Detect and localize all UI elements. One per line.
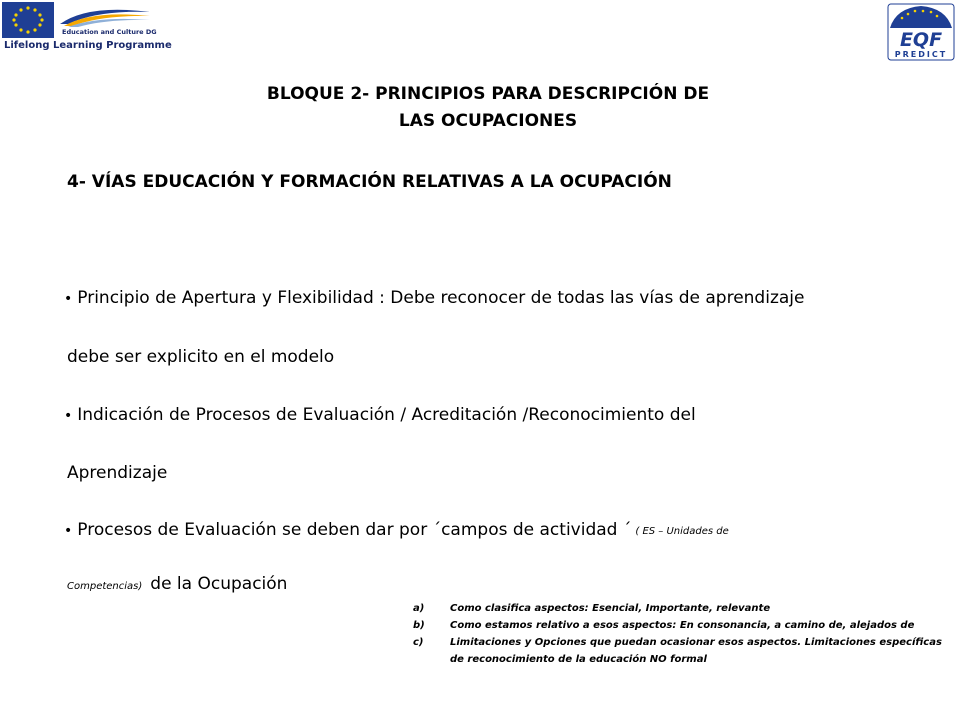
bullet-text: de la Ocupación <box>150 574 288 594</box>
list-marker: b) <box>413 620 425 631</box>
bullet-note: Competencias) <box>67 581 143 592</box>
lettered-list <box>413 600 953 668</box>
bullet-continuation: debe ser explicito en el modelo <box>67 347 335 367</box>
bullet-paragraph <box>64 288 804 308</box>
bullet-icon: • <box>64 291 73 307</box>
bullet-note: ( ES – Unidades de <box>635 526 729 537</box>
eqf-logo-subtext: PREDICT <box>894 50 948 59</box>
list-item <box>413 600 953 617</box>
bullet-text: Procesos de Evaluación se deben dar por ´campos de actividad ´ <box>77 520 632 540</box>
programme-name: Lifelong Learning Programme <box>4 40 172 51</box>
bullet-continuation <box>67 574 287 594</box>
bullet-continuation: Aprendizaje <box>67 463 168 483</box>
slide-title-line-2: LAS OCUPACIONES <box>398 111 578 131</box>
bullet-text: Indicación de Procesos de Evaluación / Acreditación /Reconocimiento del <box>77 405 696 425</box>
list-marker: c) <box>413 637 424 648</box>
bullet-paragraph <box>64 405 696 425</box>
list-marker: a) <box>413 603 425 614</box>
section-heading: 4- VÍAS EDUCACIÓN Y FORMACIÓN RELATIVAS A LA OCUPACIÓN <box>67 172 672 192</box>
bullet-paragraph <box>64 520 729 540</box>
bullet-icon: • <box>64 408 73 424</box>
education-culture-logo <box>58 2 153 28</box>
eu-flag-logo <box>2 2 54 38</box>
bullet-icon: • <box>64 523 73 539</box>
eqf-logo-text: EQF <box>899 29 943 51</box>
eqf-predict-logo <box>886 2 956 62</box>
list-item-text: Limitaciones y Opciones que puedan ocasionar esos aspectos. Limitaciones específicas de reconocimiento de la educación NO formal <box>450 637 942 665</box>
slide-title-line-1: BLOQUE 2- PRINCIPIOS PARA DESCRIPCIÓN DE <box>266 84 710 104</box>
list-item <box>413 634 953 668</box>
ec-caption: Education and Culture DG <box>62 28 157 36</box>
bullet-text: Principio de Apertura y Flexibilidad : Debe reconocer de todas las vías de aprendizaje <box>77 288 805 308</box>
list-item <box>413 617 953 634</box>
list-item-text: Como clasifica aspectos: Esencial, Importante, relevante <box>450 603 771 614</box>
list-item-text: Como estamos relativo a esos aspectos: En consonancia, a camino de, alejados de <box>450 620 915 631</box>
